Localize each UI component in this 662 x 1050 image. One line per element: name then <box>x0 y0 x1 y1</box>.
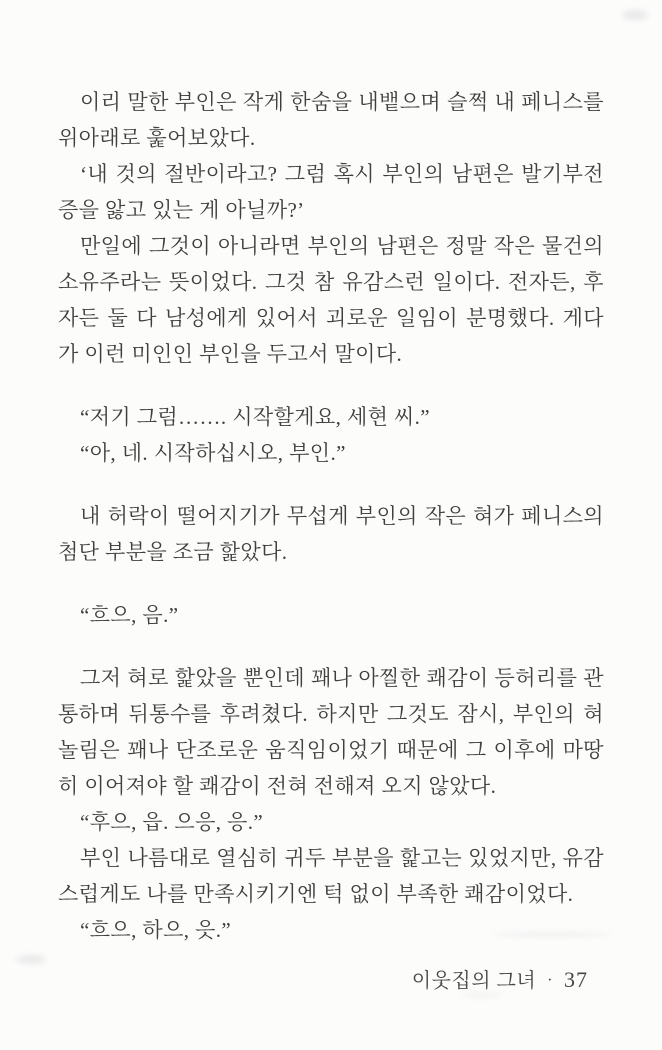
scan-smudge <box>622 10 648 20</box>
body-text <box>58 84 604 948</box>
paragraph: “저기 그럼……. 시작할게요, 세현 씨.” <box>80 405 431 429</box>
paragraph: “후으, 읍. 으응, 응.” <box>80 810 264 834</box>
paragraph: ‘내 것의 절반이라고? 그럼 혹시 부인의 남편은 발기부전증을 앓고 있는 게 아닐까?’ <box>58 162 604 222</box>
paragraph: “흐으, 음.” <box>80 603 179 627</box>
paragraph: 부인 나름대로 열심히 귀두 부분을 핥고는 있었지만, 유감스럽게도 나를 만족시키기엔 턱 없이 부족한 쾌감이었다. <box>58 846 604 906</box>
paragraph: 내 허락이 떨어지기가 무섭게 부인의 작은 혀가 페니스의 첨단 부분을 조금 핥았다. <box>58 504 604 564</box>
paragraph: 만일에 그것이 아니라면 부인의 남편은 정말 작은 물건의 소유주라는 뜻이었다. 그것 참 유감스런 일이다. 전자든, 후자든 둘 다 남성에게 있어서 괴로운 일임이 분명했다. 게다가 이런 미인인 부인을 두고서 말이다. <box>58 234 604 366</box>
scan-smudge <box>16 955 46 964</box>
running-title: 이웃집의 그녀 <box>411 970 537 992</box>
footer-separator: · <box>547 972 553 989</box>
paragraph: “아, 네. 시작하십시오, 부인.” <box>80 441 346 465</box>
page-number: 37 <box>564 967 588 992</box>
page-footer <box>412 964 588 993</box>
paragraph: 그저 혀로 핥았을 뿐인데 꽤나 아찔한 쾌감이 등허리를 관통하며 뒤통수를 후려쳤다. 하지만 그것도 잠시, 부인의 혀 놀림은 꽤나 단조로운 움직임이었기 때문에 그 이후에 마땅히 이어져야 할 쾌감이 전혀 전해져 오지 않았다. <box>58 666 604 798</box>
paragraph: “흐으, 하으, 읏.” <box>80 918 232 942</box>
paragraph: 이리 말한 부인은 작게 한숨을 내뱉으며 슬쩍 내 페니스를 위아래로 훑어보았다. <box>58 90 604 150</box>
